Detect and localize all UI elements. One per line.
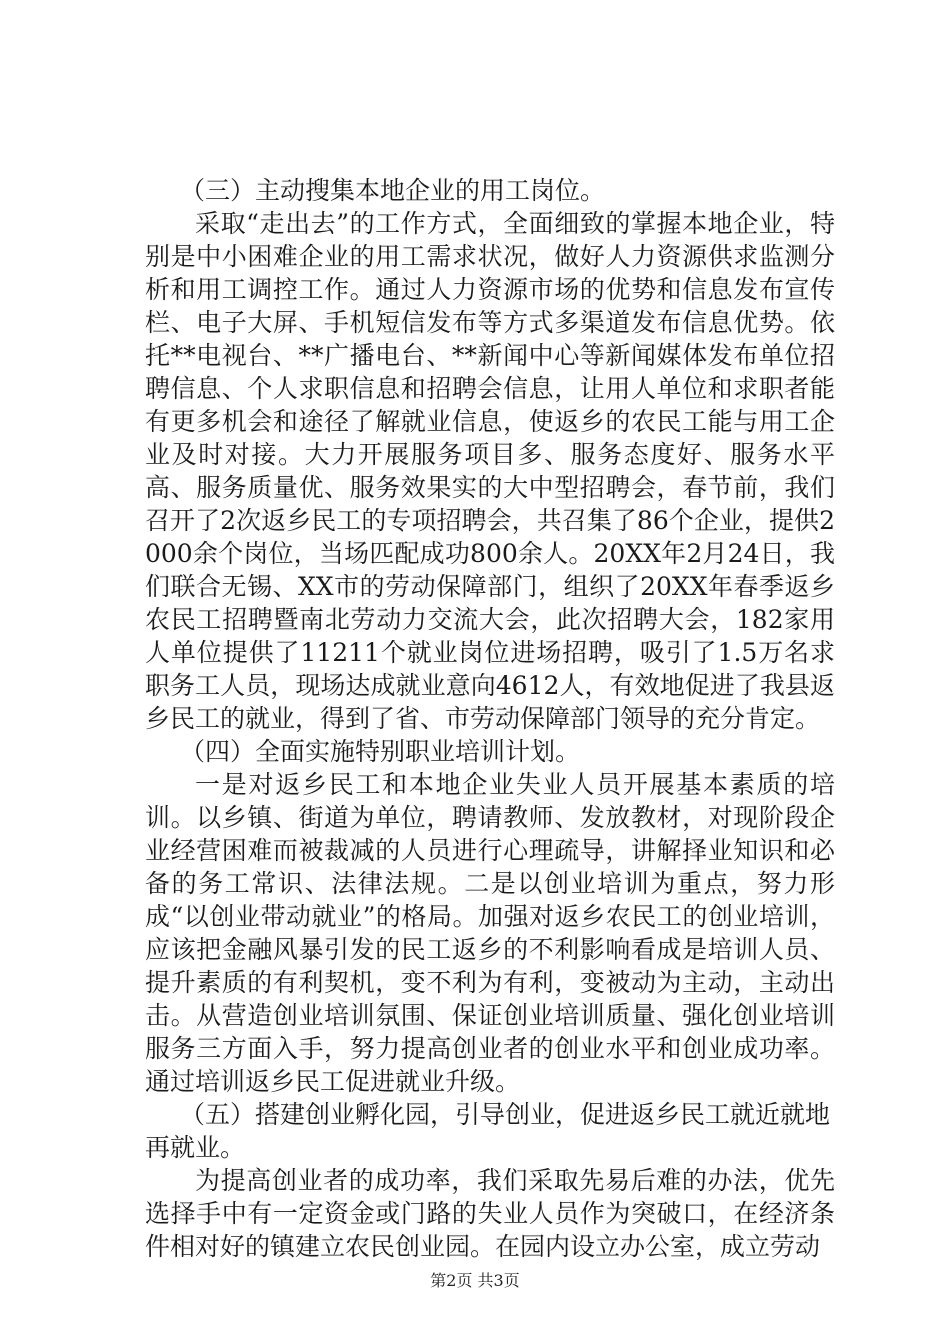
- document-body: [145, 174, 835, 1263]
- section-heading-3: （三）主动搜集本地企业的用工岗位。: [180, 176, 606, 205]
- section-heading-4: （四）全面实施特别职业培训计划。: [180, 737, 581, 766]
- section-heading-5: （五）搭建创业孵化园，引导创业，促进返乡民工就近就地再就业。: [145, 1100, 831, 1162]
- section-paragraph-4: 一是对返乡民工和本地企业失业人员开展基本素质的培训。以乡镇、街道为单位，聘请教师、发放教材，对现阶段企业经营困难而被裁减的人员进行心理疏导，讲解择业知识和必备的务工常识、法律法规。二是以创业培训为重点，努力形成“以创业带动就业”的格局。加强对返乡农民工的创业培训，应该把金融风暴引发的民工返乡的不利影响看成是培训人员、提升素质的有利契机，变不利为有利，变被动为主动，主动出击。从营造创业培训氛围、保证创业培训质量、强化创业培训服务三方面入手，努力提高创业者的创业水平和创业成功率。通过培训返乡民工促进就业升级。: [145, 770, 835, 1096]
- page-number-footer: 第2页 共3页: [430, 1271, 520, 1290]
- section-paragraph-3: 采取“走出去”的工作方式，全面细致的掌握本地企业，特别是中小困难企业的用工需求状况，做好人力资源供求监测分析和用工调控工作。通过人力资源市场的优势和信息发布宣传栏、电子大屏、手机短信发布等方式多渠道发布信息优势。依托**电视台、**广播电台、**新闻中心等新闻媒体发布单位招聘信息、个人求职信息和招聘会信息，让用人单位和求职者能有更多机会和途径了解就业信息，使返乡的农民工能与用工企业及时对接。大力开展服务项目多、服务态度好、服务水平高、服务质量优、服务效果实的大中型招聘会，春节前，我们召开了2次返乡民工的专项招聘会，共召集了86个企业，提供2000余个岗位，当场匹配成功800余人。20XX年2月24日，我们联合无锡、XX市的劳动保障部门，组织了20XX年春季返乡农民工招聘暨南北劳动力交流大会，此次招聘大会，182家用人单位提供了11211个就业岗位进场招聘，吸引了1.5万名求职务工人员，现场达成就业意向4612人，有效地促进了我县返乡民工的就业，得到了省、市劳动保障部门领导的充分肯定。: [145, 209, 835, 733]
- section-paragraph-5: 为提高创业者的成功率，我们采取先易后难的办法，优先选择手中有一定资金或门路的失业人员作为突破口，在经济条件相对好的镇建立农民创业园。在园内设立办公室，成立劳动: [145, 1166, 835, 1261]
